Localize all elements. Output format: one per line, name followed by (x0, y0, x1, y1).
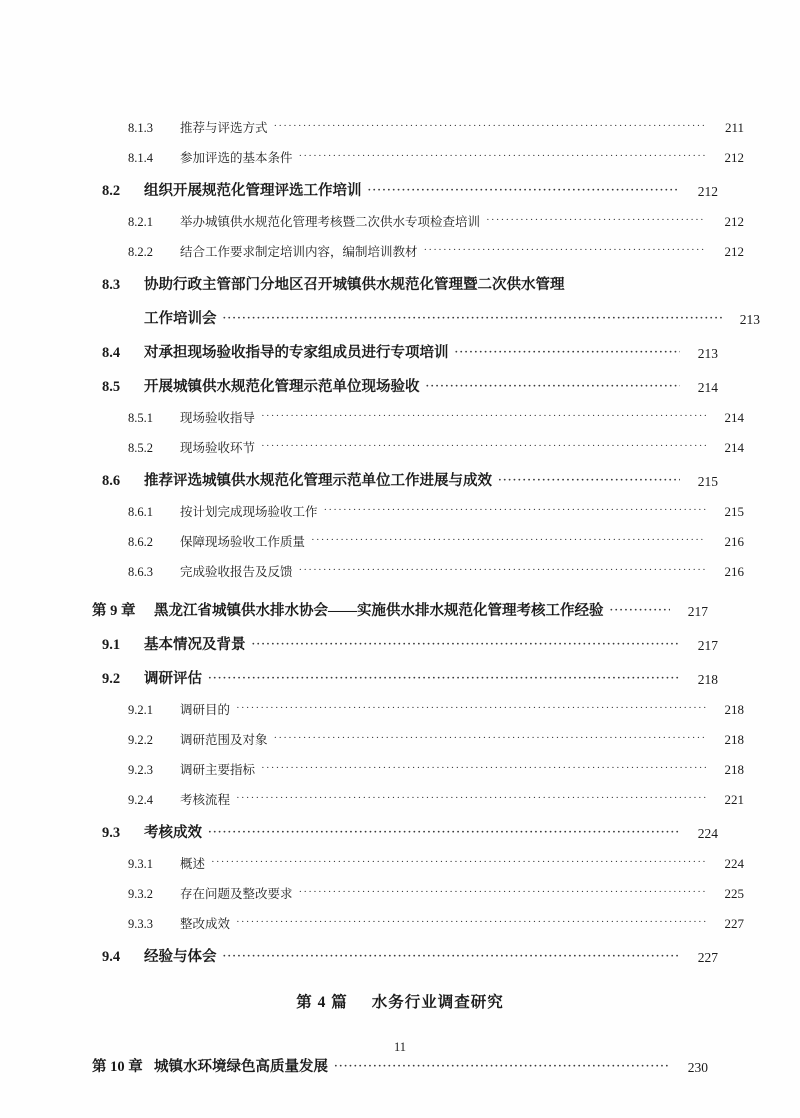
toc-entry-page: 224 (724, 856, 744, 871)
toc-entry-number: 8.4 (102, 344, 121, 361)
toc-entry-number: 9.2 (102, 670, 121, 687)
toc-entry-number: 8.6.2 (128, 534, 153, 549)
toc-entry-number: 8.5.2 (128, 440, 153, 455)
toc-entry-page: 218 (724, 732, 744, 747)
toc-entry-page: 221 (724, 792, 744, 807)
toc-entry[interactable] (92, 424, 744, 454)
toc-entry-page: 218 (724, 762, 744, 777)
toc-entry-number: 8.2 (102, 182, 121, 199)
toc-leader-dots (252, 638, 681, 653)
part-heading-number: 第 4 篇 (296, 994, 348, 1011)
toc-leader-dots (223, 950, 681, 965)
toc-entry-page: 214 (724, 440, 744, 455)
toc-leader-dots (236, 918, 706, 931)
toc-entry[interactable] (92, 488, 744, 518)
toc-entry-title: 推荐评选城镇供水规范化管理示范单位工作进展与成效 (144, 472, 492, 489)
toc-entry[interactable] (92, 164, 718, 198)
toc-entry[interactable] (92, 326, 718, 360)
toc-entry-page: 212 (724, 150, 744, 165)
toc-entry-title: 推荐与评选方式 (180, 120, 268, 135)
toc-entry-number: 9.3.1 (128, 856, 153, 871)
toc-entry-page: 212 (697, 183, 718, 199)
toc-entry-title: 存在问题及整改要求 (180, 886, 293, 901)
toc-entry-title: 完成验收报告及反馈 (180, 564, 293, 579)
toc-entry-number: 8.5.1 (128, 410, 153, 425)
toc-leader-dots (498, 474, 680, 489)
toc-entry-title: 考核流程 (180, 792, 231, 807)
toc-entry-title: 整改成效 (180, 916, 231, 931)
toc-entry-number: 9.2.3 (128, 762, 153, 777)
toc-leader-dots (211, 858, 706, 871)
toc-entry[interactable] (92, 454, 718, 488)
toc-leader-dots (208, 826, 680, 841)
toc-entry[interactable] (92, 228, 744, 258)
toc-leader-dots (426, 380, 681, 395)
toc-entry-number: 8.2.2 (128, 244, 153, 259)
toc-entry-title: 调研主要指标 (180, 762, 256, 777)
toc-entry[interactable] (92, 198, 744, 228)
toc-entry-page: 212 (724, 214, 744, 229)
toc-leader-dots (324, 506, 706, 519)
toc-entry-title: 结合工作要求制定培训内容，编制培训教材 (180, 244, 418, 259)
toc-leader-dots (299, 888, 706, 901)
toc-entry[interactable] (92, 900, 744, 930)
toc-entry[interactable] (92, 360, 718, 394)
toc-entry-number: 9.4 (102, 948, 121, 965)
toc-entry-number: 8.5 (102, 378, 121, 395)
toc-entry[interactable] (92, 394, 744, 424)
toc-chapter-number: 第 10 章 (92, 1058, 143, 1075)
toc-entry-title: 现场验收环节 (180, 440, 256, 455)
toc-entry-page: 227 (697, 949, 718, 965)
toc-leader-dots (311, 536, 706, 549)
toc-entry-page: 217 (697, 637, 718, 653)
page-number: 11 (393, 1040, 407, 1054)
toc-entry-number: 8.6 (102, 472, 121, 489)
toc-entry[interactable] (92, 258, 718, 292)
toc-entry-number: 8.6.1 (128, 504, 153, 519)
toc-leader-dots (299, 152, 706, 165)
toc-entry-number: 9.2.2 (128, 732, 153, 747)
toc-entry-number: 8.1.3 (128, 120, 153, 135)
toc-leader-dots (223, 312, 723, 327)
toc-entry-page: 230 (687, 1059, 708, 1075)
toc-entry-page: 215 (724, 504, 744, 519)
toc-entry-title: 保障现场验收工作质量 (180, 534, 306, 549)
toc-entry[interactable] (92, 930, 718, 964)
toc-entry[interactable] (92, 746, 744, 776)
toc-entry-title: 开展城镇供水规范化管理示范单位现场验收 (144, 378, 420, 395)
toc-leader-dots (236, 794, 706, 807)
toc-leader-dots (610, 604, 671, 619)
toc-entry[interactable] (92, 548, 744, 578)
toc-entry[interactable] (92, 840, 744, 870)
toc-leader-dots (261, 764, 706, 777)
toc-entry-title: 经验与体会 (144, 948, 217, 965)
toc-entry-page: 214 (697, 379, 718, 395)
toc-entry[interactable] (92, 686, 744, 716)
toc-entry-page: 218 (697, 671, 718, 687)
toc-entry-title: 概述 (180, 856, 206, 871)
toc-entry-number: 9.2.4 (128, 792, 153, 807)
table-of-contents (92, 104, 760, 1075)
toc-chapter-entry[interactable] (92, 582, 708, 618)
toc-entry-page: 216 (724, 564, 744, 579)
toc-entry-title: 调研范围及对象 (180, 732, 268, 747)
toc-entry-title: 调研评估 (144, 670, 202, 687)
toc-chapter-title: 城镇水环境绿色高质量发展 (154, 1058, 328, 1075)
part-heading (92, 990, 708, 1012)
toc-entry-title: 工作培训会 (144, 310, 217, 327)
toc-entry-page: 213 (697, 345, 718, 361)
toc-entry-number: 8.6.3 (128, 564, 153, 579)
toc-leader-dots (299, 566, 706, 579)
toc-entry-page: 212 (724, 244, 744, 259)
toc-leader-dots (261, 442, 706, 455)
toc-entry-page: 211 (724, 120, 744, 135)
toc-leader-dots (486, 216, 706, 229)
toc-entry-page: 216 (724, 534, 744, 549)
toc-entry-title: 调研目的 (180, 702, 231, 717)
toc-entry-number: 8.2.1 (128, 214, 153, 229)
toc-entry-page: 227 (724, 916, 744, 931)
toc-entry-title: 考核成效 (144, 824, 202, 841)
toc-chapter-title: 黑龙江省城镇供水排水协会——实施供水排水规范化管理考核工作经验 (154, 602, 604, 619)
toc-entry-page: 225 (724, 886, 744, 901)
toc-entry-title: 现场验收指导 (180, 410, 256, 425)
toc-entry-title: 基本情况及背景 (144, 636, 246, 653)
toc-entry-page: 213 (739, 311, 760, 327)
toc-entry[interactable] (92, 652, 718, 686)
toc-chapter-number: 第 9 章 (92, 602, 136, 619)
toc-entry[interactable] (92, 518, 744, 548)
toc-entry-title: 组织开展规范化管理评选工作培训 (144, 182, 362, 199)
toc-entry[interactable] (92, 870, 744, 900)
toc-entry[interactable] (92, 806, 718, 840)
toc-entry-number: 8.1.4 (128, 150, 153, 165)
toc-entry-title: 协助行政主管部门分地区召开城镇供水规范化管理暨二次供水管理 (144, 276, 565, 293)
toc-leader-dots (274, 734, 706, 747)
toc-entry-page: 214 (724, 410, 744, 425)
toc-entry[interactable] (92, 104, 744, 134)
toc-leader-dots (274, 122, 706, 135)
toc-entry-page: 217 (687, 603, 708, 619)
toc-leader-dots (236, 704, 706, 717)
toc-entry-title: 按计划完成现场验收工作 (180, 504, 318, 519)
toc-entry-number: 9.3.2 (128, 886, 153, 901)
toc-entry-title: 对承担现场验收指导的专家组成员进行专项培训 (144, 344, 449, 361)
toc-entry-continuation[interactable] (92, 292, 760, 326)
toc-entry-title: 参加评选的基本条件 (180, 150, 293, 165)
toc-entry-number: 9.3.3 (128, 916, 153, 931)
toc-entry-title: 举办城镇供水规范化管理考核暨二次供水专项检查培训 (180, 214, 481, 229)
toc-leader-dots (368, 184, 681, 199)
toc-leader-dots (334, 1060, 670, 1075)
toc-entry-number: 9.1 (102, 636, 121, 653)
toc-entry-page: 224 (697, 825, 718, 841)
toc-entry-page: 218 (724, 702, 744, 717)
toc-entry[interactable] (92, 716, 744, 746)
toc-entry-number: 9.2.1 (128, 702, 153, 717)
toc-entry[interactable] (92, 776, 744, 806)
toc-entry[interactable] (92, 618, 718, 652)
toc-leader-dots (424, 246, 706, 259)
toc-entry-number: 8.3 (102, 276, 121, 293)
toc-leader-dots (261, 412, 706, 425)
toc-entry-page: 215 (697, 473, 718, 489)
toc-leader-dots (455, 346, 681, 361)
toc-entry-number: 9.3 (102, 824, 121, 841)
toc-leader-dots (208, 672, 680, 687)
toc-entry[interactable] (92, 134, 744, 164)
part-heading-title: 水务行业调查研究 (371, 994, 504, 1011)
